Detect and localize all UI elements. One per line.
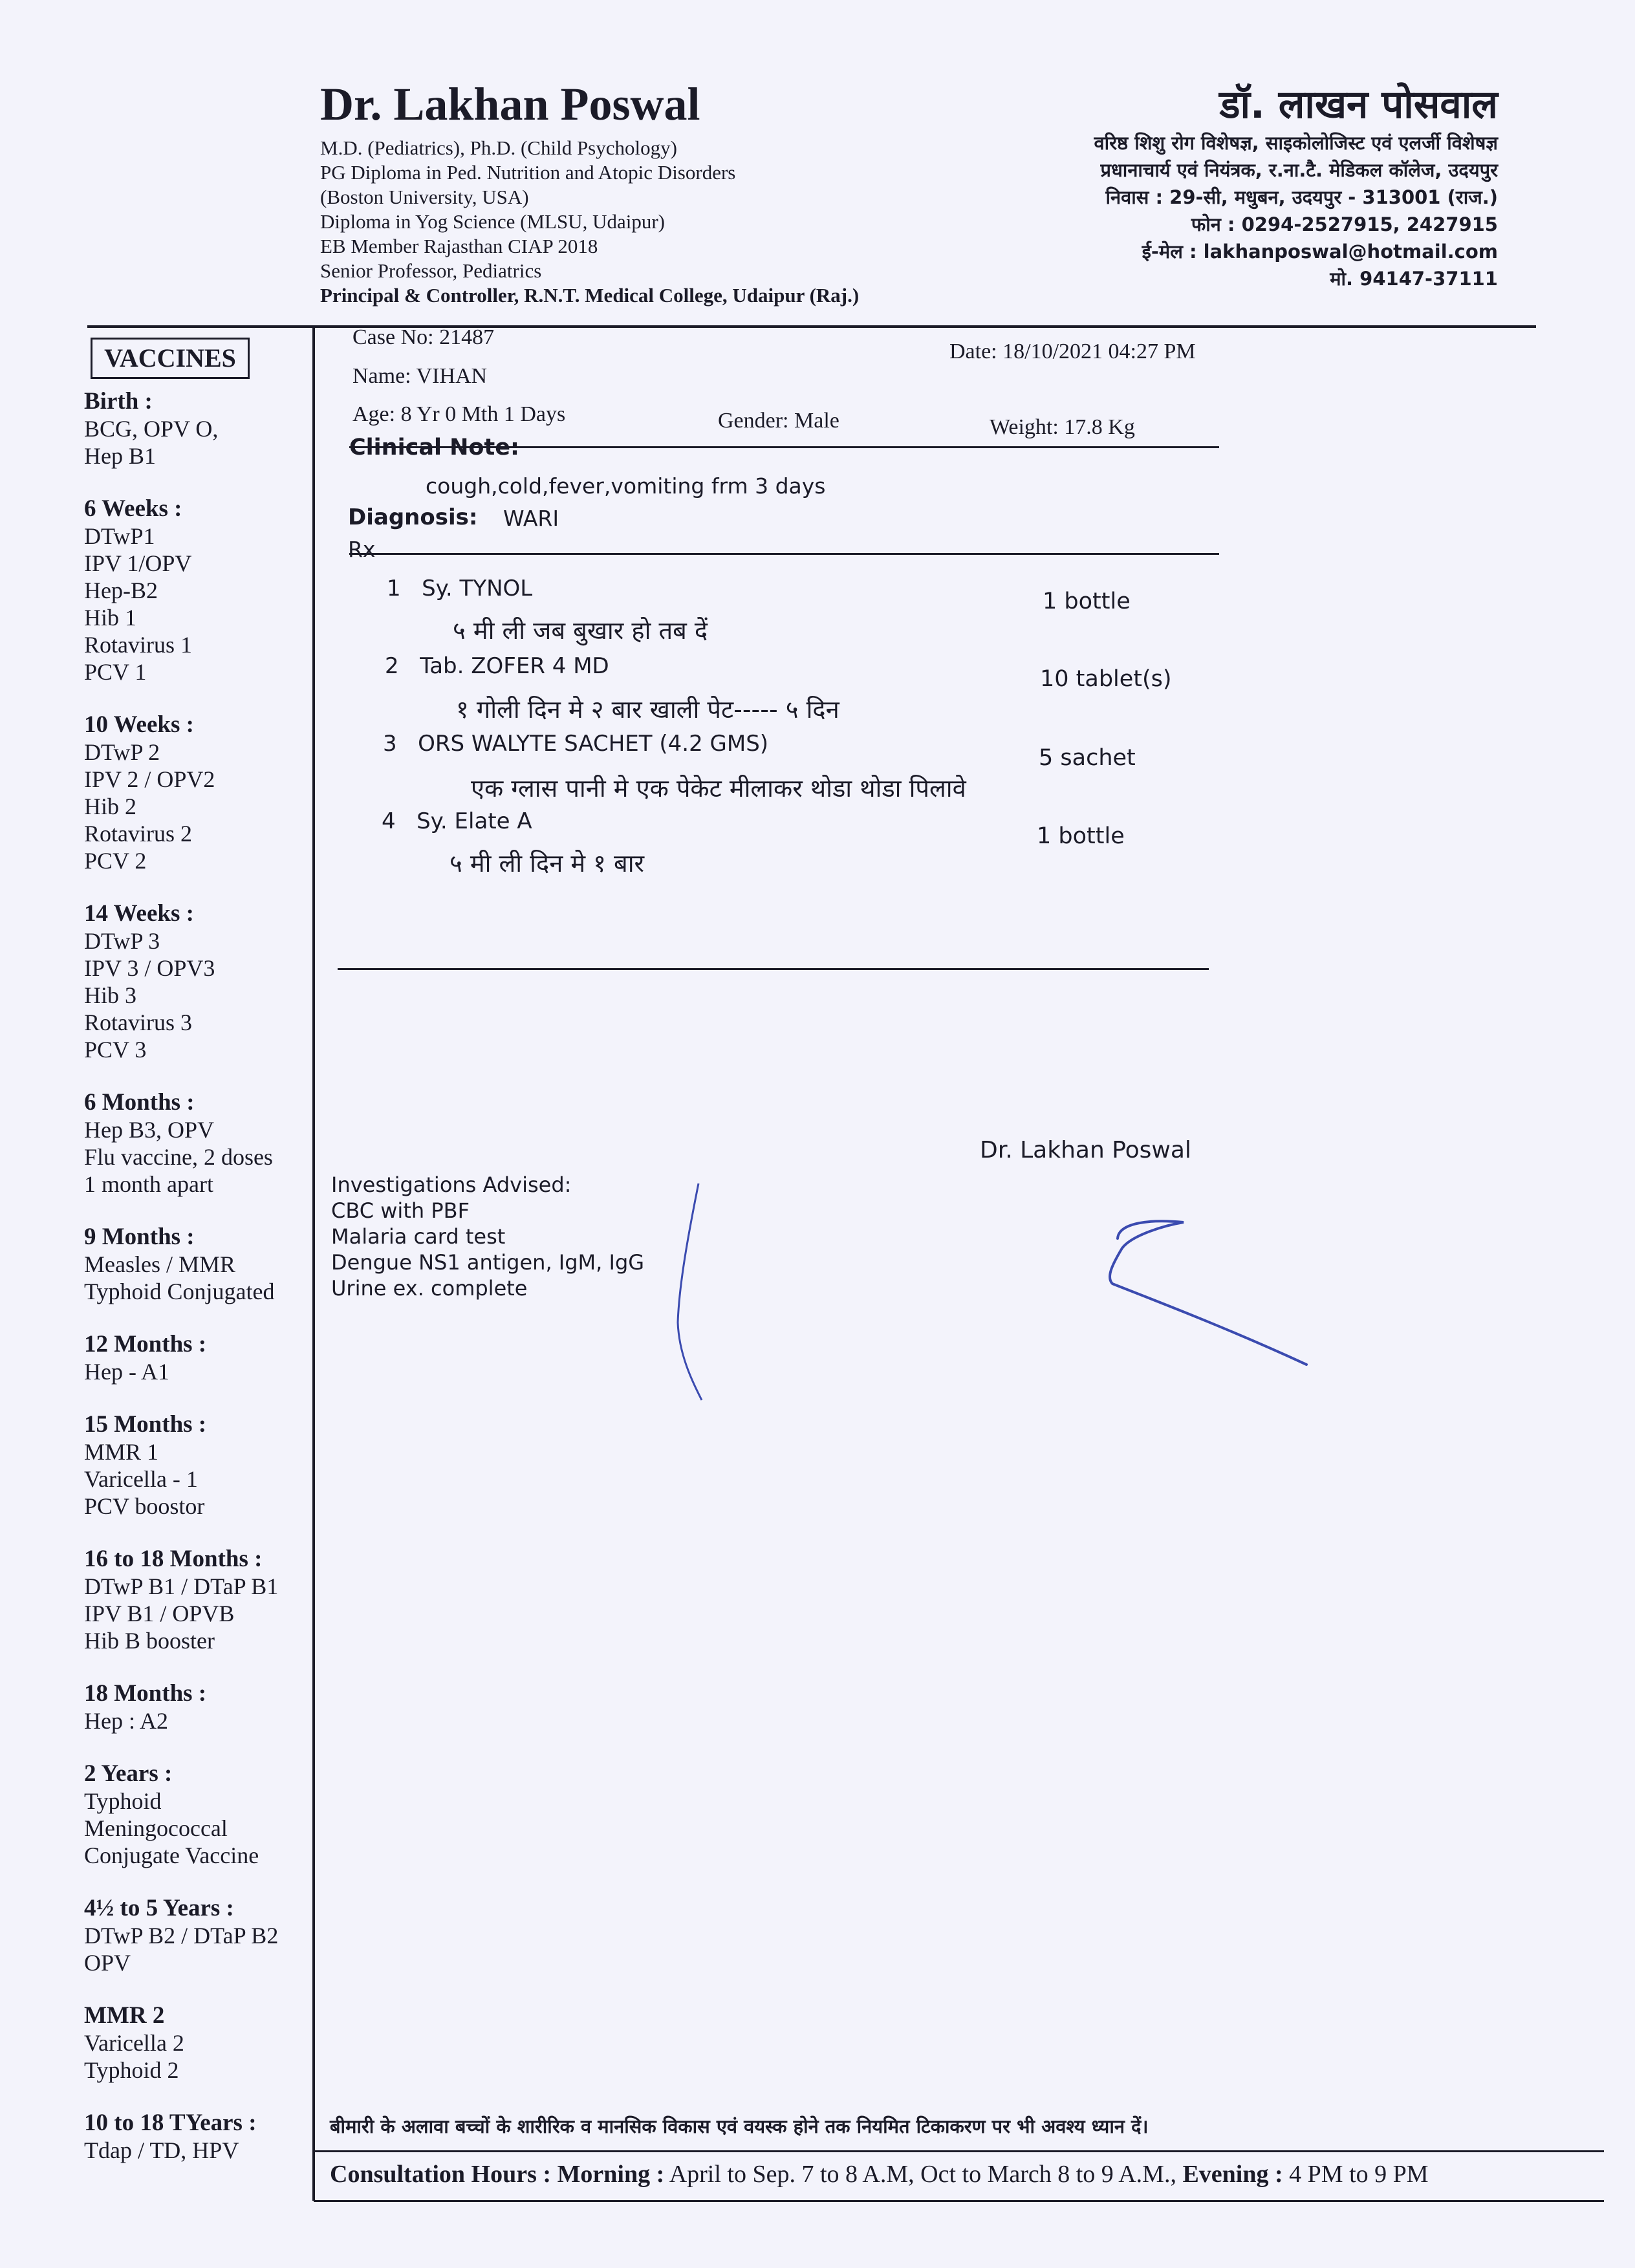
- hindi-doctor-name: डॉ. लाखन पोसवाल: [1219, 82, 1498, 127]
- vaccine-item: Meningococcal: [84, 1815, 228, 1841]
- vaccine-group: [84, 1089, 310, 1198]
- vaccine-group-heading: 18 Months :: [84, 1680, 207, 1707]
- prescription-item: [383, 731, 768, 757]
- hindi-line: मो. 94147-37111: [1330, 268, 1498, 290]
- vaccine-item: DTwP B1 / DTaP B1: [84, 1573, 279, 1599]
- diagnosis-value: WARI: [503, 506, 559, 531]
- vaccine-group: [84, 2002, 310, 2084]
- prescription-qty: 1 bottle: [1043, 589, 1131, 614]
- patient-gender: Gender: Male: [718, 409, 839, 433]
- vaccine-item: DTwP B2 / DTaP B2: [84, 1923, 279, 1949]
- vaccine-group-heading: 9 Months :: [84, 1224, 195, 1250]
- vaccine-item: MMR 1: [84, 1439, 159, 1465]
- vaccine-item: Hep : A2: [84, 1708, 168, 1734]
- patient-weight: Weight: 17.8 Kg: [990, 415, 1135, 439]
- vaccine-group-heading: 14 Weeks :: [84, 900, 194, 927]
- prescription-item: [382, 808, 532, 834]
- vaccine-group-heading: 16 to 18 Months :: [84, 1546, 263, 1572]
- morning-hours: April to Sep. 7 to 8 A.M, Oct to March 8 to 9 A.M.,: [669, 2161, 1176, 2188]
- credential-line: Diploma in Yog Science (MLSU, Udaipur): [320, 210, 665, 233]
- prescription-drug: Sy. TYNOL: [422, 576, 533, 601]
- hindi-line: ई-मेल : lakhanposwal@hotmail.com: [1142, 241, 1498, 263]
- vaccine-item: IPV 2 / OPV2: [84, 766, 215, 792]
- vaccine-item: DTwP 2: [84, 739, 160, 765]
- hindi-line: फोन : 0294-2527915, 2427915: [1191, 213, 1498, 235]
- vaccine-item: Rotavirus 3: [84, 1010, 192, 1035]
- clinical-note-label: Clinical Note:: [349, 435, 519, 460]
- vaccines-title: VACCINES: [91, 338, 250, 379]
- credentials: [320, 136, 859, 308]
- vaccine-group-heading: 4½ to 5 Years :: [84, 1895, 234, 1921]
- vaccine-item: IPV B1 / OPVB: [84, 1601, 235, 1626]
- credential-line: PG Diploma in Ped. Nutrition and Atopic Disorders: [320, 161, 736, 184]
- morning-label: Morning :: [557, 2161, 665, 2188]
- vaccine-item: Hib 2: [84, 794, 136, 819]
- visit-date: Date: 18/10/2021 04:27 PM: [949, 340, 1196, 363]
- vaccine-item: PCV boostor: [84, 1493, 205, 1519]
- vaccine-schedule: [84, 388, 310, 2190]
- clinical-note: cough,cold,fever,vomiting frm 3 days: [426, 473, 826, 499]
- patient-name: Name: VIHAN: [352, 364, 488, 388]
- header-divider: [87, 325, 1536, 328]
- investigation-item: Urine ex. complete: [331, 1276, 528, 1301]
- investigations-block: [331, 1172, 644, 1301]
- investigation-item: Malaria card test: [331, 1224, 506, 1249]
- vaccine-group: [84, 1411, 310, 1520]
- prescription-qty: 5 sachet: [1039, 745, 1136, 771]
- prescription-number: 1: [387, 576, 401, 601]
- vaccine-item: DTwP1: [84, 523, 155, 549]
- vaccine-group-heading: MMR 2: [84, 2002, 165, 2029]
- rx-end-rule: [338, 968, 1209, 970]
- vaccine-group: [84, 1546, 310, 1654]
- investigations-title: Investigations Advised:: [331, 1172, 572, 1197]
- vaccine-group: [84, 711, 310, 874]
- prescription-item: [385, 653, 609, 679]
- rx-label: Rx: [348, 537, 376, 562]
- credential-line: Principal & Controller, R.N.T. Medical College, Udaipur (Raj.): [320, 284, 860, 307]
- vaccine-group-heading: 2 Years :: [84, 1760, 173, 1787]
- vaccine-group: [84, 388, 310, 470]
- vaccine-group: [84, 495, 310, 686]
- vaccine-item: PCV 3: [84, 1037, 147, 1063]
- vaccine-item: Hib 1: [84, 605, 136, 631]
- investigation-item: CBC with PBF: [331, 1198, 470, 1223]
- investigation-bracket-mark: [673, 1180, 711, 1407]
- vaccine-group: [84, 1760, 310, 1869]
- prescription-instruction: एक ग्लास पानी मे एक पेकेट मीलाकर थोडा थोडा पिलावे: [471, 774, 966, 803]
- prescription-instruction: ५ मी ली जब बुखार हो तब दें: [453, 616, 708, 645]
- credential-line: M.D. (Pediatrics), Ph.D. (Child Psychology): [320, 136, 677, 159]
- footer-hindi-note: बीमारी के अलावा बच्चों के शारीरिक व मानसिक विकास एवं वयस्क होने तक नियमित टिकाकरण पर भी अवश्य ध्यान दें।: [330, 2115, 1149, 2137]
- vaccine-item: 1 month apart: [84, 1171, 213, 1197]
- prescription-instruction: १ गोली दिन मे २ बार खाली पेट----- ५ दिन: [456, 695, 839, 724]
- vaccine-item: Hep B1: [84, 443, 156, 469]
- vaccine-item: Typhoid: [84, 1788, 162, 1814]
- vaccine-group: [84, 2110, 310, 2164]
- prescription-number: 3: [383, 731, 397, 757]
- vaccine-group: [84, 1224, 310, 1305]
- prescription-qty: 1 bottle: [1037, 823, 1125, 849]
- footer-bottom-rule: [314, 2200, 1604, 2202]
- vaccine-group: [84, 1331, 310, 1385]
- signature-name: Dr. Lakhan Poswal: [980, 1137, 1191, 1163]
- diagnosis-rule: [349, 553, 1219, 555]
- vaccine-item: Measles / MMR: [84, 1251, 235, 1277]
- credential-line: Senior Professor, Pediatrics: [320, 259, 542, 282]
- doctor-name: Dr. Lakhan Poswal: [320, 78, 700, 130]
- vaccine-item: PCV 2: [84, 848, 147, 874]
- vaccine-group-heading: 15 Months :: [84, 1411, 207, 1438]
- vaccine-item: Rotavirus 2: [84, 821, 192, 847]
- vaccine-group-heading: 10 to 18 TYears :: [84, 2110, 257, 2136]
- vaccine-group-heading: 12 Months :: [84, 1331, 207, 1357]
- credential-line: EB Member Rajasthan CIAP 2018: [320, 235, 598, 257]
- vaccine-item: DTwP 3: [84, 928, 160, 954]
- vaccine-item: Hep - A1: [84, 1359, 169, 1385]
- signature-scribble: [1093, 1203, 1326, 1377]
- evening-hours: 4 PM to 9 PM: [1289, 2161, 1429, 2188]
- vaccine-item: Hib 3: [84, 982, 136, 1008]
- hindi-line: वरिष्ठ शिशु रोग विशेषज्ञ, साइकोलोजिस्ट एवं एलर्जी विशेषज्ञ: [1094, 132, 1498, 154]
- patient-age: Age: 8 Yr 0 Mth 1 Days: [352, 402, 566, 426]
- hindi-line: प्रधानाचार्य एवं नियंत्रक, र.ना.टै. मेडिकल कॉलेज, उदयपुर: [1100, 159, 1498, 181]
- sidebar-divider: [312, 325, 315, 2201]
- vaccine-group-heading: 10 Weeks :: [84, 711, 194, 738]
- hindi-line: निवास : 29-सी, मधुबन, उदयपुर - 313001 (राज.): [1105, 186, 1498, 208]
- vaccine-item: Hep-B2: [84, 578, 158, 603]
- prescription-drug: Sy. Elate A: [417, 808, 532, 834]
- credential-line: (Boston University, USA): [320, 186, 529, 208]
- vaccine-item: Varicella 2: [84, 2030, 184, 2056]
- prescription-drug: Tab. ZOFER 4 MD: [420, 653, 609, 679]
- vaccine-item: Conjugate Vaccine: [84, 1842, 259, 1868]
- case-number: Case No: 21487: [352, 325, 495, 349]
- vaccine-item: Tdap / TD, HPV: [84, 2137, 239, 2163]
- vaccine-item: Varicella - 1: [84, 1466, 198, 1492]
- vaccine-item: IPV 3 / OPV3: [84, 955, 215, 981]
- vaccine-item: Rotavirus 1: [84, 632, 192, 658]
- vaccine-group-heading: 6 Weeks :: [84, 495, 182, 522]
- hindi-contact-block: [1094, 129, 1498, 292]
- vaccine-item: Typhoid 2: [84, 2057, 179, 2083]
- vaccine-item: IPV 1/OPV: [84, 550, 192, 576]
- vaccine-item: PCV 1: [84, 659, 147, 685]
- investigation-item: Dengue NS1 antigen, IgM, IgG: [331, 1250, 645, 1275]
- vaccine-group-heading: Birth :: [84, 388, 153, 415]
- prescription-instruction: ५ मी ली दिन मे १ बार: [449, 849, 645, 878]
- vaccine-item: Hib B booster: [84, 1628, 215, 1654]
- vaccine-item: Flu vaccine, 2 doses: [84, 1144, 273, 1170]
- consult-label: Consultation Hours :: [330, 2161, 552, 2188]
- prescription-number: 4: [382, 808, 396, 834]
- vaccine-group: [84, 900, 310, 1063]
- prescription-item: [387, 576, 532, 601]
- vaccine-item: BCG, OPV O,: [84, 416, 219, 442]
- consultation-hours: [330, 2160, 1429, 2188]
- vaccine-item: OPV: [84, 1950, 131, 1976]
- vaccine-group: [84, 1680, 310, 1734]
- prescription-drug: ORS WALYTE SACHET (4.2 GMS): [418, 731, 769, 757]
- prescription-number: 2: [385, 653, 399, 679]
- vaccine-item: Typhoid Conjugated: [84, 1279, 275, 1304]
- vaccine-item: Hep B3, OPV: [84, 1117, 215, 1143]
- footer-top-rule: [314, 2150, 1604, 2152]
- evening-label: Evening :: [1182, 2161, 1283, 2188]
- diagnosis-label: Diagnosis:: [348, 504, 478, 530]
- prescription-qty: 10 tablet(s): [1040, 666, 1172, 692]
- vaccine-group: [84, 1895, 310, 1976]
- vaccine-group-heading: 6 Months :: [84, 1089, 195, 1116]
